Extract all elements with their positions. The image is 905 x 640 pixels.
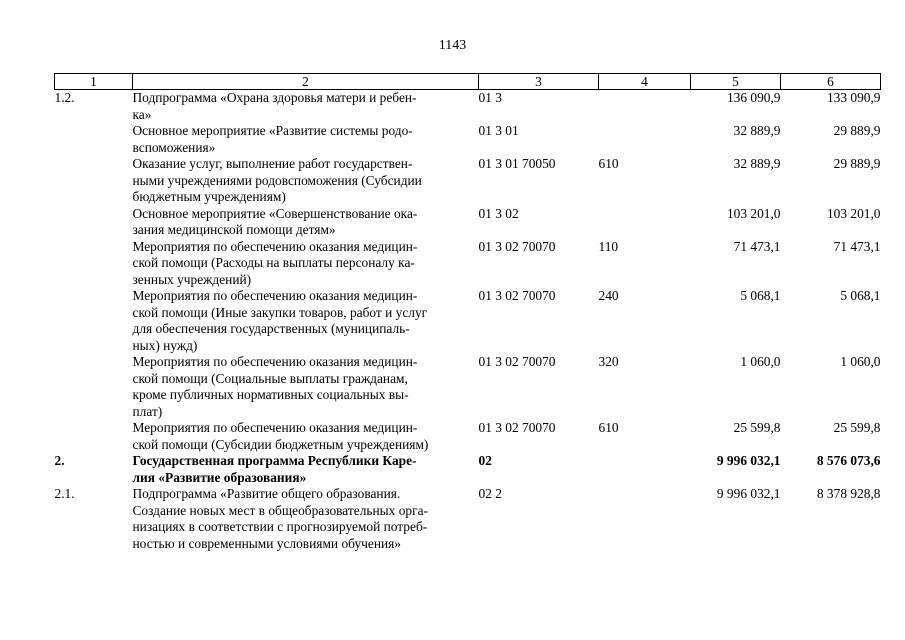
row-code: 1.2.	[54, 90, 75, 105]
table-row	[55, 486, 881, 552]
table-row	[55, 453, 881, 486]
row-code	[55, 123, 133, 156]
row-amount-col6: 103 201,0	[826, 205, 881, 221]
row-code	[55, 288, 133, 354]
row-amount-col6: 8 576 073,6	[816, 453, 881, 468]
row-amount-col6: 8 378 928,8	[816, 486, 881, 501]
row-code	[55, 354, 133, 420]
row-target-article: 01 3 01 70050	[478, 156, 556, 171]
row-code	[55, 156, 133, 206]
row-name	[133, 239, 479, 289]
row-amount-col6: 25 599,8	[833, 420, 881, 435]
row-name	[133, 206, 479, 239]
row-name-line: ностью и современными условиями обучения»	[132, 535, 402, 551]
row-name-line: кроме публичных нормативных социальных вы-	[132, 387, 409, 402]
row-name	[133, 486, 479, 552]
table-row	[55, 156, 881, 206]
table-row	[55, 206, 881, 239]
page-number: 1143	[438, 38, 467, 53]
row-code	[55, 420, 133, 453]
budget-table	[54, 73, 881, 552]
row-amount-col5: 9 996 032,1	[716, 486, 781, 501]
table-row	[55, 90, 881, 124]
row-name-line: ской помощи (Субсидии бюджетным учреждениям)	[132, 436, 429, 452]
column-header: 6	[781, 74, 881, 90]
row-expense-type: 610	[598, 156, 619, 171]
row-name-line: ных) нужд)	[132, 337, 198, 353]
row-expense-type	[599, 486, 691, 552]
row-amount-col5: 32 889,9	[733, 123, 781, 138]
row-amount-col5: 9 996 032,1	[716, 453, 781, 468]
table-row	[55, 354, 881, 420]
row-target-article: 01 3 02 70070	[478, 420, 556, 435]
row-name-line: вспоможения»	[132, 139, 216, 155]
row-amount-col6: 71 473,1	[833, 238, 881, 254]
row-target-article: 01 3 02 70070	[478, 238, 556, 254]
row-name-line: бюджетным учреждениям)	[132, 189, 286, 204]
table-row	[55, 420, 881, 453]
row-expense-type: 320	[598, 354, 619, 369]
row-name	[133, 453, 479, 486]
row-name-line: Мероприятия по обеспечению оказания медицин-	[132, 420, 418, 435]
row-target-article: 02 2	[478, 486, 502, 501]
row-amount-col5: 1 060,0	[740, 354, 781, 369]
row-name-line: зания медицинской помощи детям»	[132, 222, 336, 237]
row-amount-col6: 133 090,9	[826, 90, 881, 105]
row-code: 2.	[54, 453, 65, 468]
row-name-line: Основное мероприятие «Развитие системы родо-	[132, 123, 413, 138]
row-name	[133, 156, 479, 206]
row-expense-type	[599, 90, 691, 124]
row-name-line: ской помощи (Социальные выплаты гражданам,	[132, 370, 408, 386]
column-header: 5	[691, 74, 781, 90]
column-header: 4	[599, 74, 691, 90]
row-amount-col5: 71 473,1	[733, 238, 781, 254]
row-amount-col5: 32 889,9	[733, 156, 781, 171]
row-expense-type: 240	[598, 288, 619, 303]
table-header	[55, 74, 881, 90]
row-name-line: Основное мероприятие «Совершенствование ока-	[132, 205, 418, 221]
row-expense-type	[599, 453, 691, 486]
row-amount-col6: 29 889,9	[833, 156, 881, 171]
table-row	[55, 123, 881, 156]
row-name-line: лия «Развитие образования»	[132, 469, 307, 485]
row-name	[133, 123, 479, 156]
row-name-line: Государственная программа Республики Каре-	[132, 453, 417, 468]
row-name	[133, 90, 479, 124]
row-name-line: зенных учреждений)	[132, 271, 252, 287]
row-target-article: 01 3 02	[478, 205, 519, 221]
column-header: 1	[55, 74, 133, 90]
row-name-line: для обеспечения государственных (муниципаль-	[132, 321, 410, 336]
row-amount-col5: 25 599,8	[733, 420, 781, 435]
row-name-line: Оказание услуг, выполнение работ государствен-	[132, 156, 413, 171]
row-name-line: ской помощи (Расходы на выплаты персоналу ка-	[132, 255, 415, 270]
row-name-line: ка»	[132, 106, 152, 122]
row-name	[133, 354, 479, 420]
row-target-article: 01 3 01	[478, 123, 519, 138]
row-expense-type: 610	[598, 420, 619, 435]
row-code: 2.1.	[54, 486, 75, 501]
row-amount-col6: 29 889,9	[833, 123, 881, 138]
row-code	[55, 239, 133, 289]
row-amount-col5: 136 090,9	[726, 90, 781, 105]
row-name-line: ными учреждениями родовспоможения (Субсидии	[132, 172, 422, 188]
row-name-line: Мероприятия по обеспечению оказания медицин-	[132, 288, 418, 303]
row-name-line: Подпрограмма «Развитие общего образования.	[132, 486, 401, 501]
row-name-line: Мероприятия по обеспечению оказания медицин-	[132, 354, 418, 369]
row-target-article: 02	[478, 453, 492, 468]
column-header: 2	[133, 74, 479, 90]
row-code	[55, 206, 133, 239]
row-name-line: низациях в соответствии с прогнозируемой потреб-	[132, 519, 428, 534]
header-row	[55, 74, 881, 90]
row-expense-type	[599, 206, 691, 239]
table-row	[55, 239, 881, 289]
row-expense-type	[599, 123, 691, 156]
row-amount-col5: 5 068,1	[740, 288, 781, 303]
row-name	[133, 420, 479, 453]
row-amount-col6: 5 068,1	[840, 288, 881, 303]
row-amount-col6: 1 060,0	[840, 354, 881, 369]
column-header: 3	[479, 74, 599, 90]
row-target-article: 01 3 02 70070	[478, 288, 556, 303]
row-target-article: 01 3 02 70070	[478, 354, 556, 369]
table-body	[55, 90, 881, 553]
row-name-line: плат)	[132, 403, 163, 419]
row-name-line: Подпрограмма «Охрана здоровья матери и ребен-	[132, 90, 417, 105]
row-name-line: Создание новых мест в общеобразовательных орга-	[132, 502, 428, 518]
row-target-article: 01 3	[478, 90, 502, 105]
row-amount-col5: 103 201,0	[726, 205, 781, 221]
table-row	[55, 288, 881, 354]
row-name-line: ской помощи (Иные закупки товаров, работ и услуг	[132, 304, 428, 320]
row-name-line: Мероприятия по обеспечению оказания медицин-	[132, 238, 418, 254]
row-expense-type: 110	[598, 238, 619, 254]
row-name	[133, 288, 479, 354]
